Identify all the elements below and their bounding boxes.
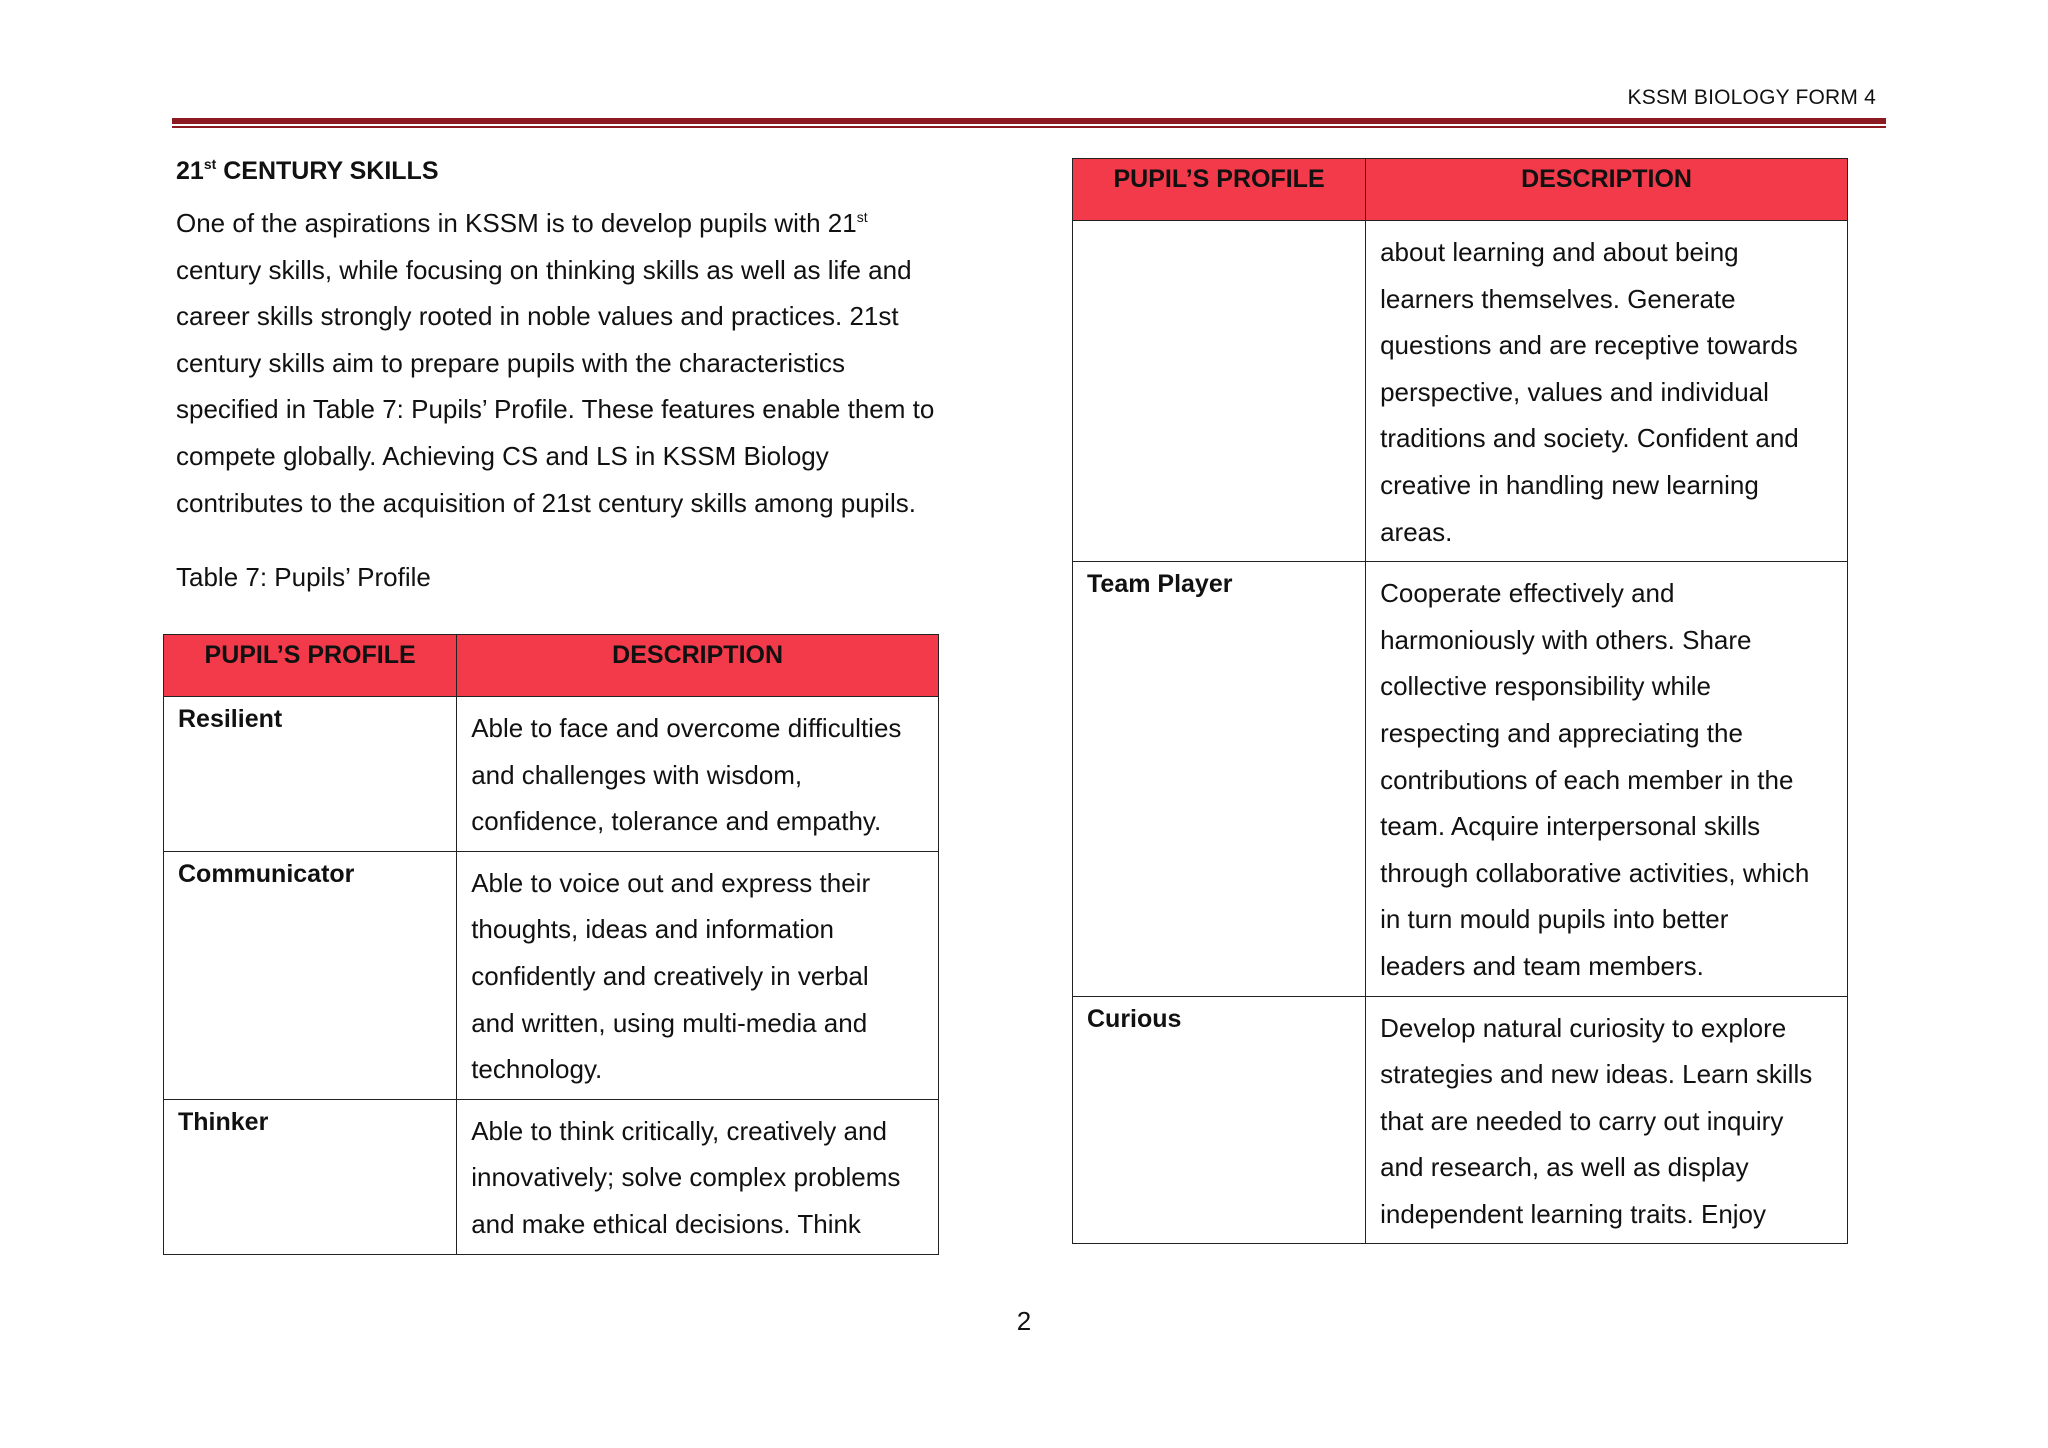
description-line: and challenges with wisdom, <box>471 759 803 790</box>
para-line: contributes to the acquisition of 21st century skills among pupils. <box>176 487 916 518</box>
profile-description <box>1366 562 1848 996</box>
profile-description <box>1366 996 1848 1244</box>
description-line: thoughts, ideas and information <box>471 914 834 945</box>
description-line: confidence, tolerance and empathy. <box>471 806 882 837</box>
description-line: and make ethical decisions. Think <box>471 1208 861 1239</box>
para-line: specified in Table 7: Pupils’ Profile. These features enable them to <box>176 394 935 425</box>
table-caption: Table 7: Pupils’ Profile <box>176 562 431 593</box>
description-line: confidently and creatively in verbal <box>471 960 869 991</box>
profile-table-left <box>163 634 939 1255</box>
description-line: and written, using multi-media and <box>471 1007 868 1038</box>
profile-description <box>457 851 939 1099</box>
description-line: team. Acquire interpersonal skills <box>1380 811 1761 842</box>
description-line: creative in handling new learning <box>1380 469 1759 500</box>
profile-name: Resilient <box>164 697 457 852</box>
profile-name: Curious <box>1073 996 1366 1244</box>
profile-description <box>457 697 939 852</box>
heading-text: CENTURY SKILLS <box>216 157 439 185</box>
table-body <box>164 697 939 1255</box>
heading-superscript: st <box>203 156 217 172</box>
description-line: Able to voice out and express their <box>471 867 871 898</box>
section-heading <box>176 157 996 186</box>
description-line: respecting and appreciating the <box>1380 717 1743 748</box>
para-line: century skills aim to prepare pupils with the characteristics <box>176 347 846 378</box>
profile-name: Team Player <box>1073 562 1366 996</box>
table-header-row <box>164 635 939 697</box>
description-line: leaders and team members. <box>1380 950 1704 981</box>
header-rule-thick <box>172 118 1886 124</box>
description-line: Cooperate effectively and <box>1380 578 1675 609</box>
description-line: through collaborative activities, which <box>1380 857 1810 888</box>
table-row <box>164 697 939 852</box>
intro-paragraph <box>176 200 996 526</box>
profile-table-right <box>1072 158 1848 1244</box>
description-line: Develop natural curiosity to explore <box>1380 1012 1787 1043</box>
table-row <box>164 851 939 1099</box>
para-superscript: st <box>856 209 868 225</box>
description-line: technology. <box>471 1054 603 1085</box>
para-line: career skills strongly rooted in noble values and practices. 21st <box>176 301 899 332</box>
description-line: Able to face and overcome difficulties <box>471 713 902 743</box>
description-line: questions and are receptive towards <box>1380 330 1798 361</box>
col-header-description: DESCRIPTION <box>457 635 939 697</box>
profile-name: Thinker <box>164 1099 457 1254</box>
table-row <box>1073 996 1848 1244</box>
description-line: contributions of each member in the <box>1380 764 1794 795</box>
profile-description <box>1366 221 1848 562</box>
profile-name <box>1073 221 1366 562</box>
table-body <box>1073 221 1848 1244</box>
description-line: perspective, values and individual <box>1380 376 1769 407</box>
para-line: One of the aspirations in KSSM is to develop pupils with 21st <box>176 208 868 238</box>
description-line: traditions and society. Confident and <box>1380 423 1799 454</box>
profile-description <box>457 1099 939 1254</box>
table-header-row <box>1073 159 1848 221</box>
description-line: in turn mould pupils into better <box>1380 904 1729 935</box>
description-line: independent learning traits. Enjoy <box>1380 1198 1767 1229</box>
page-number: 2 <box>1016 1306 1032 1336</box>
description-line: and research, as well as display <box>1380 1152 1749 1183</box>
description-line: Able to think critically, creatively and <box>471 1115 887 1146</box>
running-header: KSSM BIOLOGY FORM 4 <box>1627 86 1876 109</box>
col-header-profile: PUPIL’S PROFILE <box>164 635 457 697</box>
header-rule-thin <box>172 126 1886 128</box>
table-row <box>164 1099 939 1254</box>
description-line: collective responsibility while <box>1380 671 1712 702</box>
description-line: learners themselves. Generate <box>1380 283 1736 314</box>
description-line: strategies and new ideas. Learn skills <box>1380 1059 1813 1090</box>
table-row <box>1073 221 1848 562</box>
col-header-profile: PUPIL’S PROFILE <box>1073 159 1366 221</box>
description-line: about learning and about being <box>1380 237 1739 267</box>
col-header-description: DESCRIPTION <box>1366 159 1848 221</box>
description-line: that are needed to carry out inquiry <box>1380 1105 1784 1136</box>
para-line: century skills, while focusing on thinking skills as well as life and <box>176 254 912 285</box>
profile-name: Communicator <box>164 851 457 1099</box>
left-column <box>176 150 996 593</box>
description-line: areas. <box>1380 516 1453 547</box>
heading-number: 21 <box>176 157 204 185</box>
description-line: harmoniously with others. Share <box>1380 624 1752 655</box>
table-row <box>1073 562 1848 996</box>
para-line: compete globally. Achieving CS and LS in KSSM Biology <box>176 440 829 471</box>
description-line: innovatively; solve complex problems <box>471 1162 901 1193</box>
